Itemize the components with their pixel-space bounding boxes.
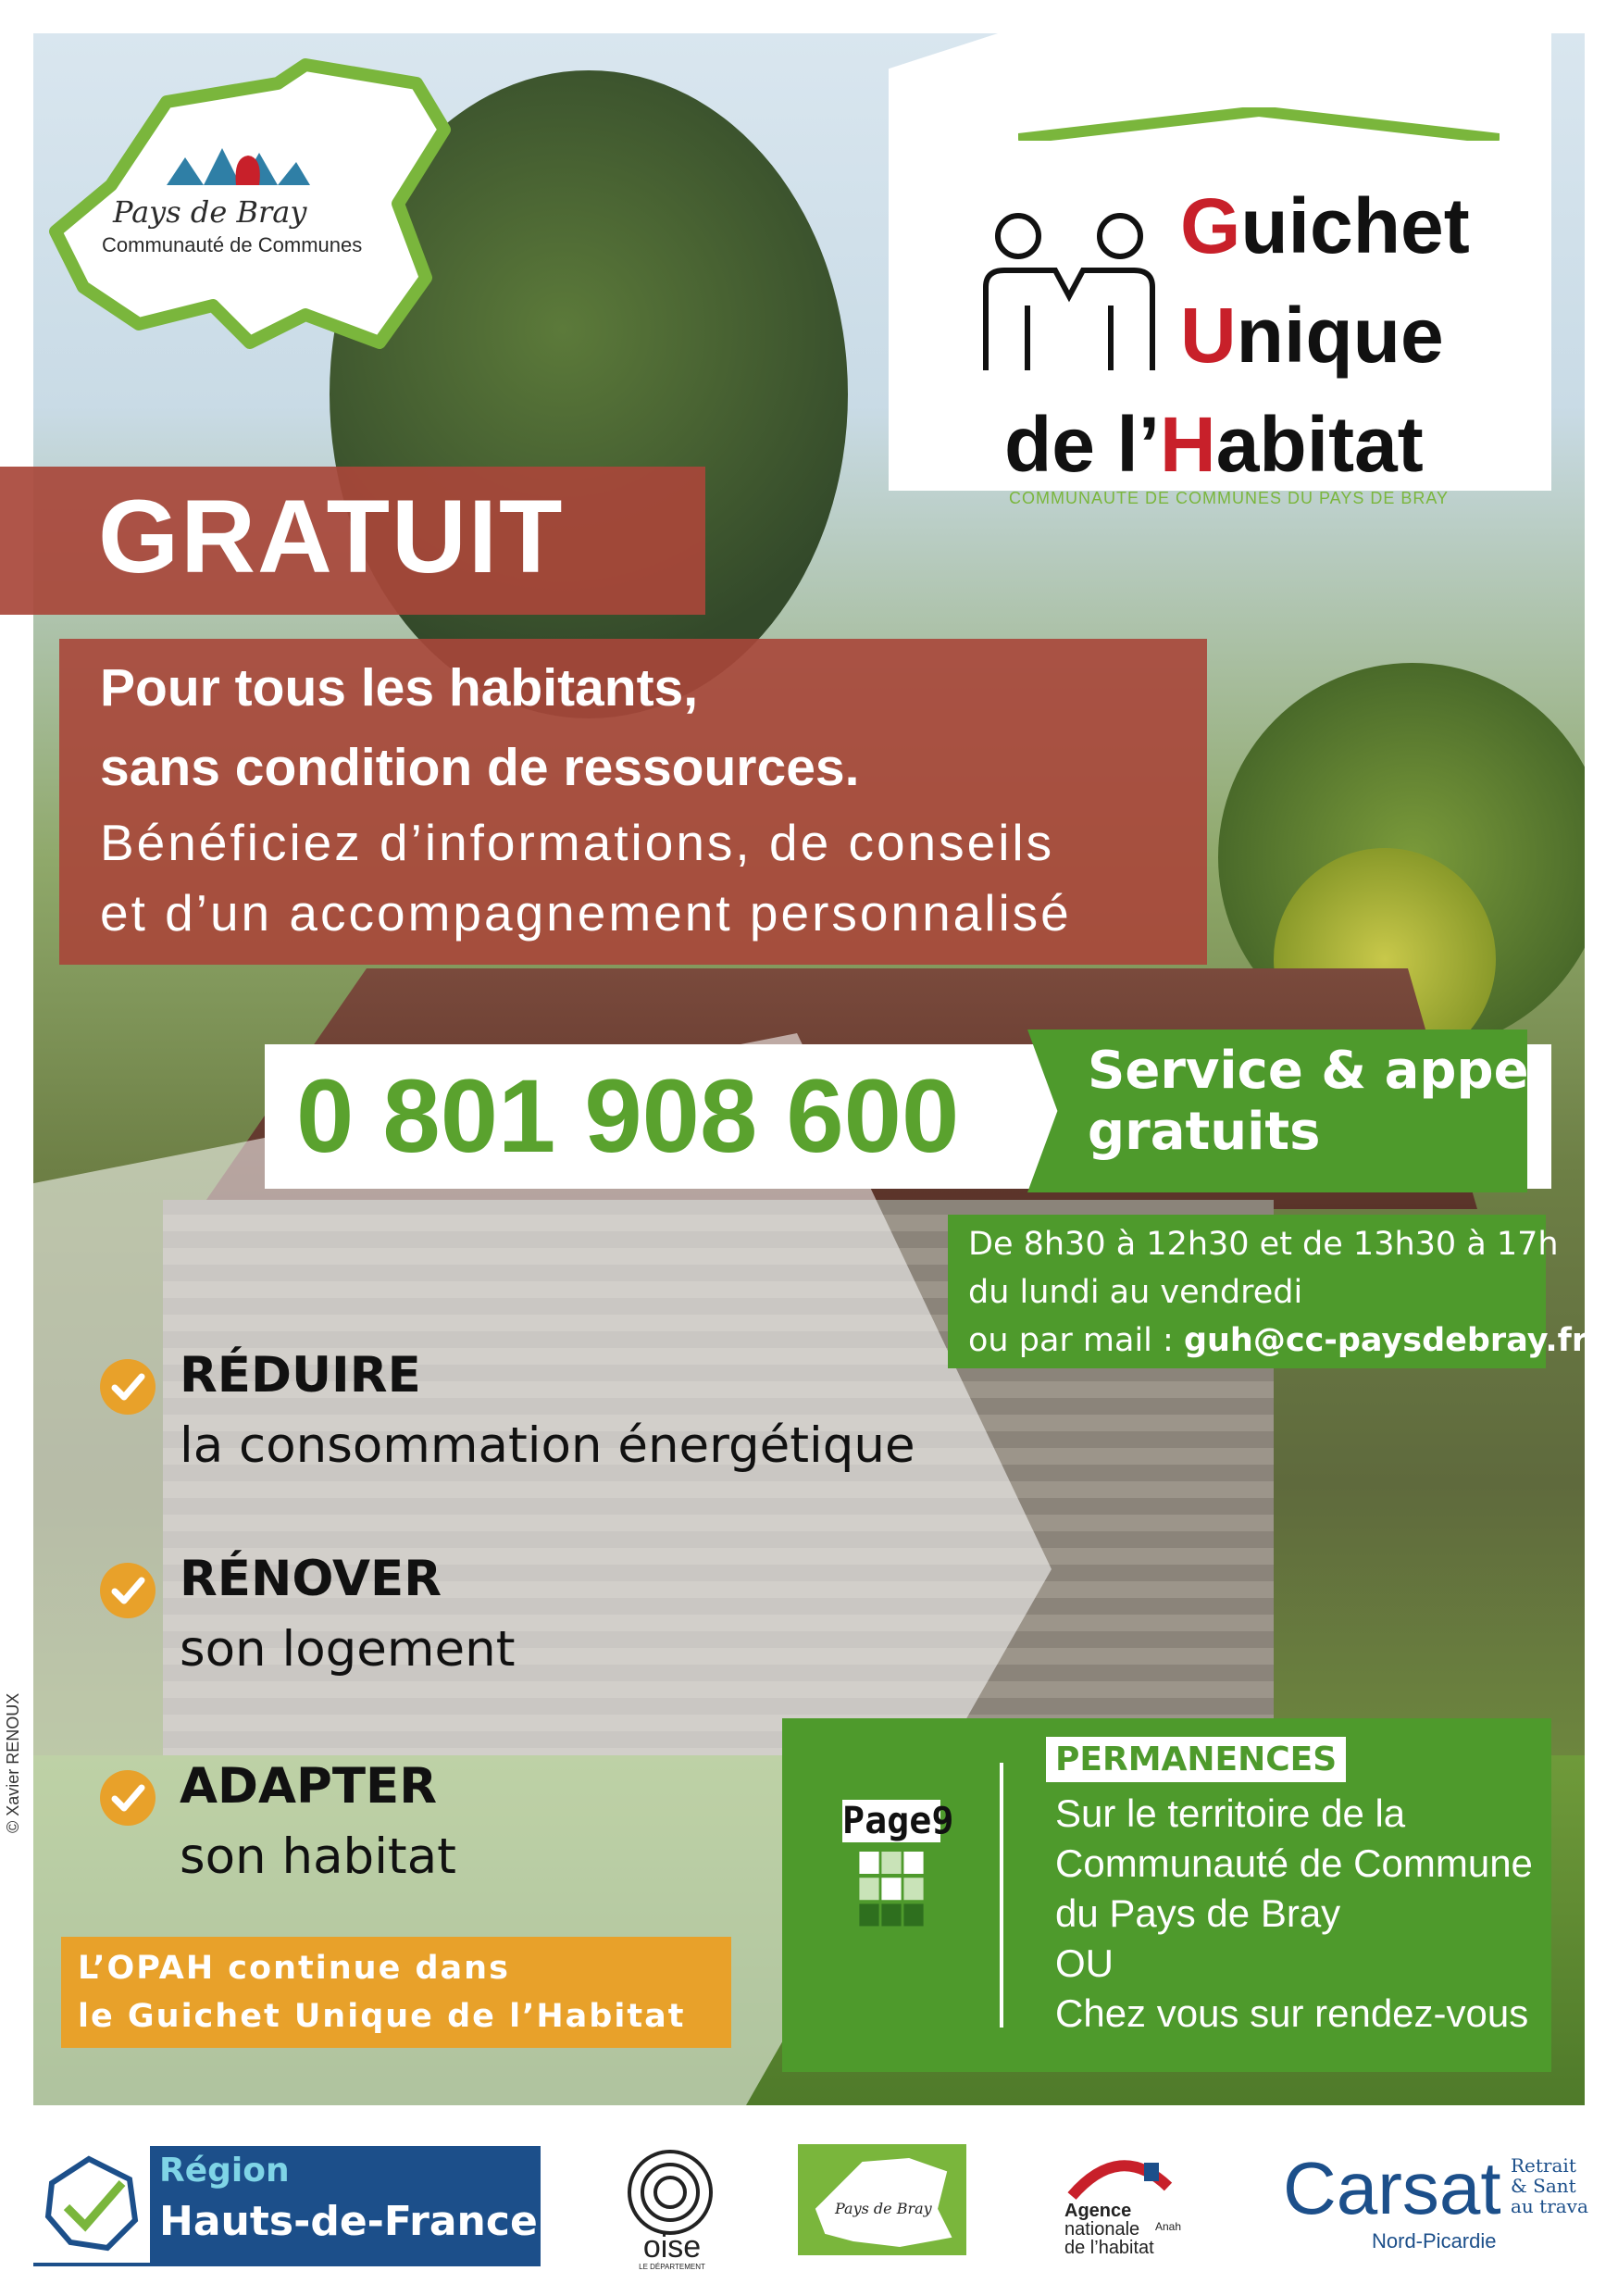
action-text: la consommation énergétique xyxy=(180,1417,915,1474)
hours-line-3: ou par mail : guh@cc-paysdebray.fr xyxy=(968,1322,1588,1359)
opah-text xyxy=(78,1944,685,2040)
email-link[interactable]: guh@cc-paysdebray.fr xyxy=(1183,1322,1588,1359)
permanences-line-4: OU xyxy=(1055,1941,1114,1985)
opah-line-2: le Guichet Unique de l’Habitat xyxy=(78,1998,686,2035)
pays-de-bray-small-logo xyxy=(798,2144,966,2255)
action-text: son logement xyxy=(180,1621,516,1678)
oise-label: oise LE DÉPARTEMENT xyxy=(639,2229,705,2271)
pays-de-bray-small-label: Pays de Bray xyxy=(835,2200,932,2217)
permanences-text xyxy=(1055,1789,1533,2039)
photo-credit: © Xavier RENOUX xyxy=(4,1692,22,1833)
roof-line-icon xyxy=(1018,107,1500,141)
region-line-2: Hauts-de-France xyxy=(159,2198,538,2245)
anah-logo-icon xyxy=(1064,2150,1176,2205)
carsat-logo: Carsat xyxy=(1283,2147,1501,2229)
permanences-label: PERMANENCES xyxy=(1046,1737,1346,1782)
region-line-1: Région xyxy=(159,2152,290,2190)
guh-line-1: Guichet xyxy=(1180,182,1470,269)
action-text: son habitat xyxy=(180,1828,456,1885)
permanences-line-1: Sur le territoire de la xyxy=(1055,1791,1406,1835)
france-map-icon xyxy=(33,2146,150,2263)
check-icon xyxy=(100,1359,156,1415)
intro-line-2: sans condition de ressources. xyxy=(100,738,860,797)
hours-text xyxy=(968,1220,1587,1365)
permanences-divider xyxy=(1000,1763,1003,2028)
gratuit-title: GRATUIT xyxy=(98,479,565,594)
guh-title xyxy=(1004,171,1470,499)
permanences-line-3: du Pays de Bray xyxy=(1055,1891,1341,1935)
service-text xyxy=(1088,1041,1547,1163)
logo-subtitle: Communauté de Communes xyxy=(102,233,363,256)
check-icon xyxy=(100,1563,156,1618)
carsat-region: Nord-Picardie xyxy=(1372,2229,1497,2252)
action-reduire xyxy=(180,1341,915,1481)
page9-logo xyxy=(842,1852,940,1963)
service-line-2: gratuits xyxy=(1088,1102,1321,1162)
oise-logo xyxy=(624,2146,716,2239)
action-title: RÉDUIRE xyxy=(180,1347,421,1404)
action-renover xyxy=(180,1544,516,1685)
check-icon xyxy=(100,1770,156,1826)
hours-line-1: De 8h30 à 12h30 et de 13h30 à 17h xyxy=(968,1226,1559,1263)
anah-small-label: Anah xyxy=(1155,2220,1182,2233)
logo-name: Pays de Bray xyxy=(113,194,307,230)
service-line-1: Service & appel xyxy=(1088,1041,1547,1101)
opah-line-1: L’OPAH continue dans xyxy=(78,1950,510,1987)
guh-subtitle: COMMUNAUTE DE COMMUNES DU PAYS DE BRAY xyxy=(1009,489,1450,507)
intro-line-1: Pour tous les habitants, xyxy=(100,658,699,718)
carsat-tagline: Retrait & Sant au trava xyxy=(1511,2154,1588,2217)
action-adapter xyxy=(180,1752,456,1892)
action-title: ADAPTER xyxy=(180,1758,438,1815)
page9-logo-label: Page9 xyxy=(842,1800,954,1842)
guh-line-3: de l’Habitat xyxy=(1004,401,1424,488)
guh-line-2: Unique xyxy=(1180,292,1444,379)
permanences-line-2: Communauté de Commune xyxy=(1055,1841,1533,1885)
hours-line-2: du lundi au vendredi xyxy=(968,1274,1303,1311)
permanences-line-5: Chez vous sur rendez-vous xyxy=(1055,1991,1529,2035)
phone-number[interactable]: 0 801 908 600 xyxy=(296,1058,960,1174)
intro-line-3: Bénéficiez d’informations, de conseils xyxy=(100,814,1055,871)
intro-line-4: et d’un accompagnement personnalisé xyxy=(100,884,1072,942)
action-title: RÉNOVER xyxy=(180,1551,442,1607)
intro-text xyxy=(100,648,1072,948)
anah-label: Agence nationale de l’habitat xyxy=(1064,2201,1154,2258)
